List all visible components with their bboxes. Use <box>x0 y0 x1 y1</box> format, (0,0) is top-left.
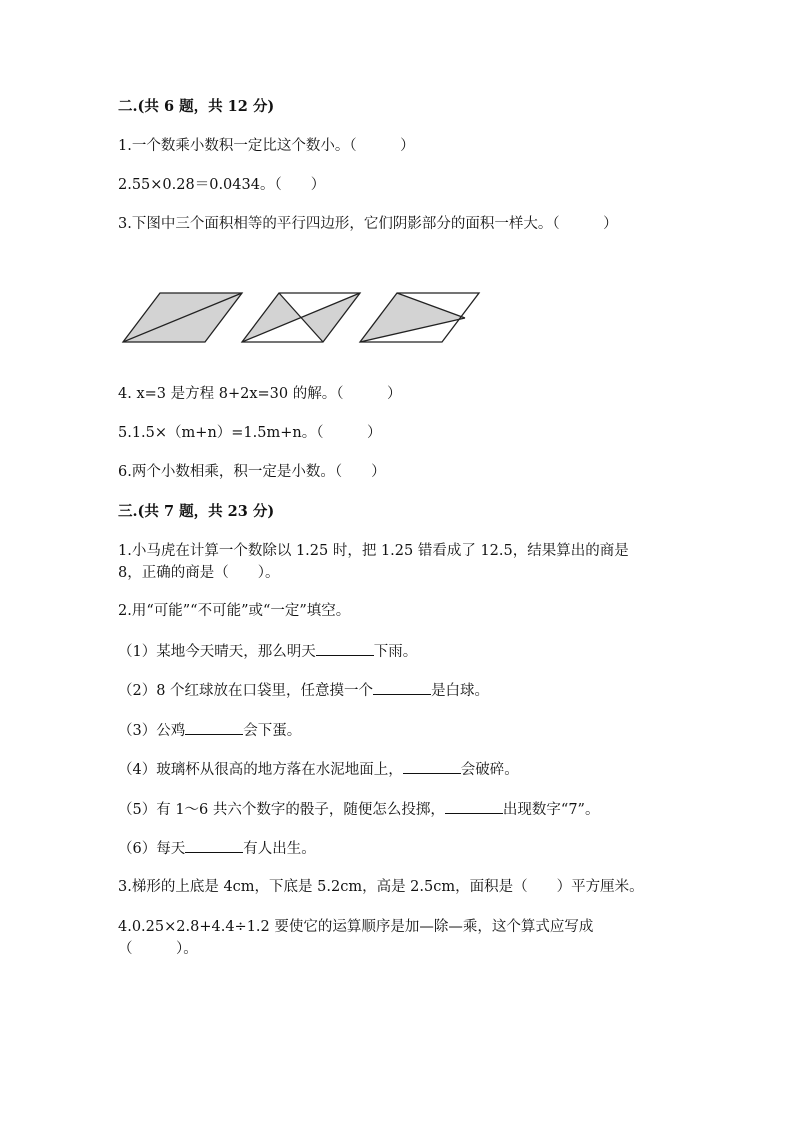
s2-question-5: 5.1.5×（m+n）=1.5m+n。（ ） <box>118 425 382 441</box>
s3-question-2: 2.用“可能”“不可能”或“一定”填空。 <box>118 603 351 619</box>
fill-item-5 <box>118 799 599 820</box>
fill-item-3-before: （3）公鸡 <box>118 723 186 739</box>
fill-item-5-after: 出现数字“7”。 <box>502 802 600 818</box>
answer-blank-2[interactable] <box>373 680 431 695</box>
s3-question-4-line-1: 4.0.25×2.8+4.4÷1.2 要使它的运算顺序是加—除—乘，这个算式应写成 <box>118 919 594 935</box>
parallelogram-3 <box>360 293 479 342</box>
s3-question-1-line-1: 1.小马虎在计算一个数除以 1.25 时，把 1.25 错看成了 12.5，结果算出的商是 <box>118 543 629 559</box>
s2-question-1: 1.一个数乘小数积一定比这个数小。（ ） <box>118 138 415 154</box>
fill-item-1-after: 下雨。 <box>373 644 418 660</box>
s2-question-6: 6.两个小数相乘，积一定是小数。（ ） <box>118 464 386 480</box>
fill-item-5-before: （5）有 1～6 共六个数字的骰子，随便怎么投掷， <box>118 802 445 818</box>
answer-blank-1[interactable] <box>316 641 374 656</box>
parallelogram-2 <box>242 293 360 342</box>
parallelogram-1 <box>123 293 242 342</box>
fill-item-6-before: （6）每天 <box>118 841 186 857</box>
answer-blank-5[interactable] <box>445 799 503 814</box>
s3-question-1-line-2: 8，正确的商是（ ）。 <box>118 565 280 581</box>
section-3-heading: 三.(共 7 题，共 23 分) <box>118 503 275 520</box>
fill-item-3 <box>118 720 301 741</box>
fill-item-6-after: 有人出生。 <box>243 841 316 857</box>
fill-item-1-before: （1）某地今天晴天，那么明天 <box>118 644 316 660</box>
answer-blank-6[interactable] <box>185 838 243 853</box>
fill-item-4-before: （4）玻璃杯从很高的地方落在水泥地面上， <box>118 762 403 778</box>
fill-item-2-after: 是白球。 <box>431 683 490 699</box>
fill-item-2 <box>118 680 489 701</box>
s2-question-4: 4. x=3 是方程 8+2x=30 的解。（ ） <box>118 386 402 402</box>
fill-item-4 <box>118 759 519 780</box>
fill-item-3-after: 会下蛋。 <box>243 723 302 739</box>
fill-item-6 <box>118 838 316 859</box>
section-2-heading: 二.(共 6 题，共 12 分) <box>118 98 275 115</box>
s2-question-3: 3.下图中三个面积相等的平行四边形，它们阴影部分的面积一样大。（ ） <box>118 216 618 232</box>
parallelograms-figure <box>120 288 485 348</box>
fill-item-1 <box>118 641 417 662</box>
s3-question-4-line-2: （ ）。 <box>118 941 198 957</box>
s2-question-2: 2.55×0.28＝0.0434。（ ） <box>118 177 326 193</box>
fill-item-4-after: 会破碎。 <box>460 762 519 778</box>
answer-blank-4[interactable] <box>403 759 461 774</box>
answer-blank-3[interactable] <box>185 720 243 735</box>
s3-question-3: 3.梯形的上底是 4cm，下底是 5.2cm，高是 2.5cm，面积是（ ）平方厘米。 <box>118 879 644 895</box>
fill-item-2-before: （2）8 个红球放在口袋里，任意摸一个 <box>118 683 374 699</box>
